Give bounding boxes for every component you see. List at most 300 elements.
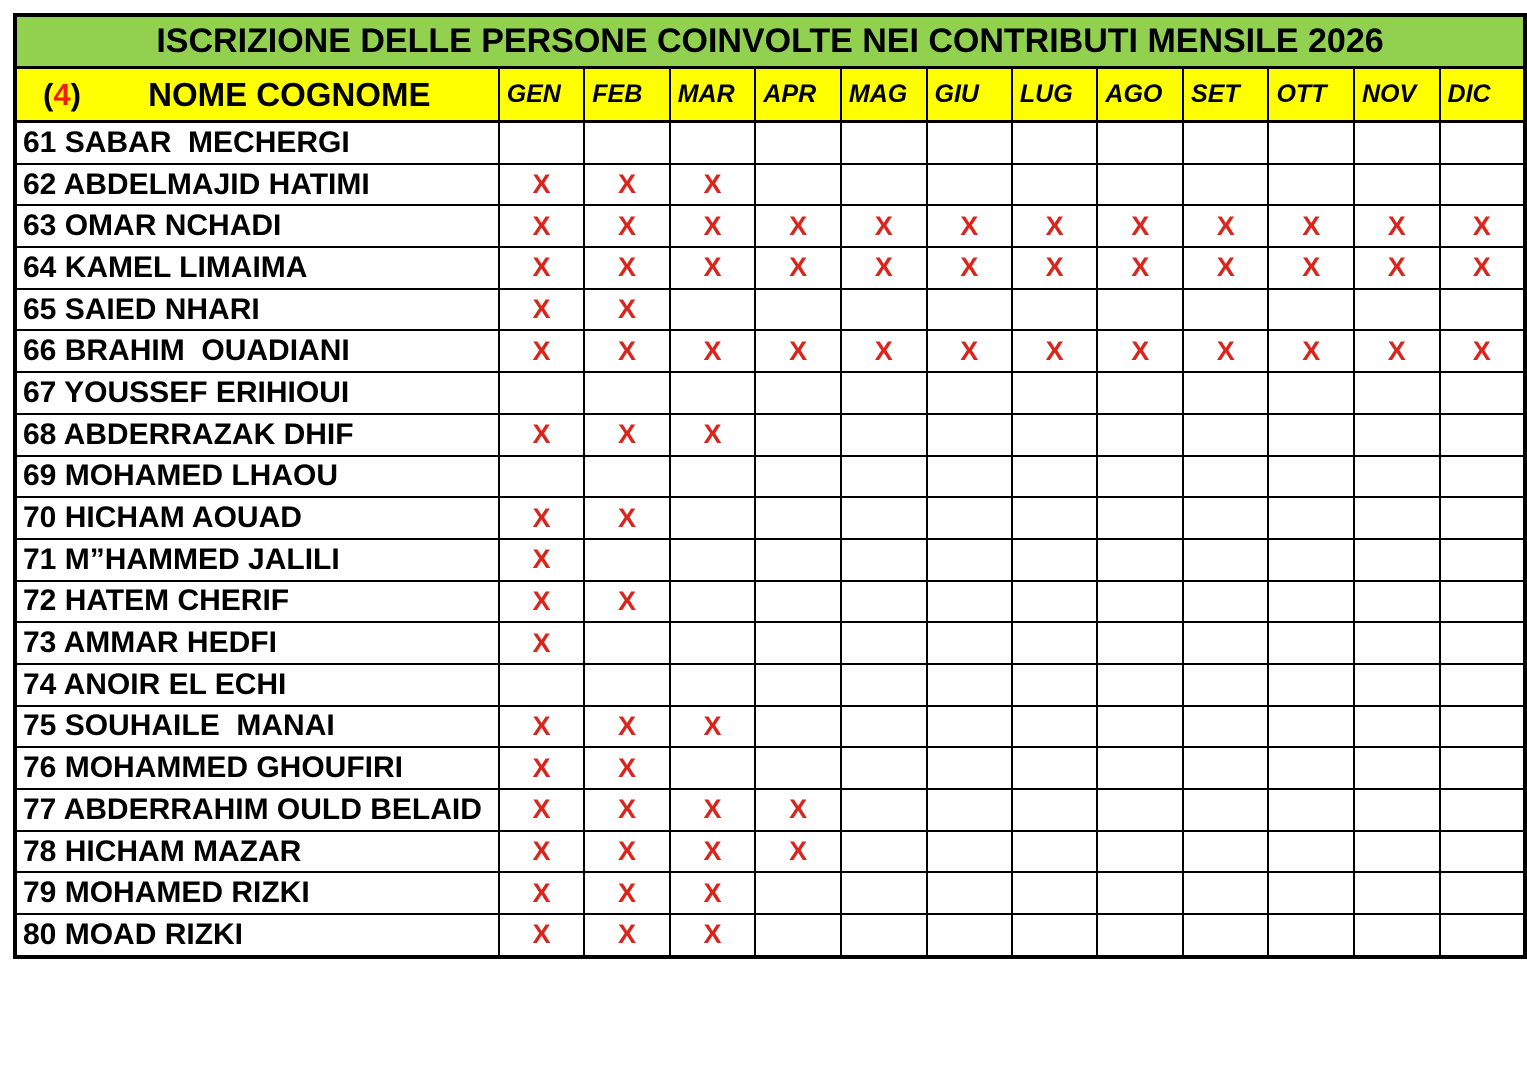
table-row [15, 372, 1525, 414]
month-mark-cell-mar [670, 539, 756, 581]
month-mark-cell-ago: X [1097, 247, 1183, 289]
month-mark-cell-mar: X [670, 872, 756, 914]
table-row [15, 747, 1525, 789]
table-row [15, 247, 1525, 289]
month-mark-cell-feb: X [584, 747, 669, 789]
table-row [15, 205, 1525, 247]
month-mark-cell-ago [1097, 622, 1183, 664]
month-mark-cell-nov [1354, 581, 1440, 623]
month-header-apr: APR [755, 68, 841, 122]
month-mark-cell-lug [1012, 164, 1098, 206]
month-mark-cell-gen [499, 664, 585, 706]
month-mark-cell-giu [927, 581, 1012, 623]
month-header-ott: OTT [1268, 68, 1353, 122]
person-name-cell: 72 HATEM CHERIF [15, 581, 499, 623]
month-mark-cell-mar: X [670, 414, 756, 456]
month-mark-cell-ago [1097, 164, 1183, 206]
month-mark-cell-giu [927, 706, 1012, 748]
month-mark-cell-gen: X [499, 914, 585, 957]
month-mark-cell-feb: X [584, 706, 669, 748]
month-mark-cell-dic [1440, 622, 1525, 664]
month-mark-cell-dic: X [1440, 247, 1525, 289]
month-mark-cell-ott [1268, 789, 1353, 831]
month-mark-cell-lug [1012, 789, 1098, 831]
sheet-index-badge [43, 77, 81, 113]
month-mark-cell-nov [1354, 539, 1440, 581]
month-mark-cell-mar: X [670, 914, 756, 957]
month-mark-cell-giu [927, 164, 1012, 206]
month-mark-cell-set: X [1183, 247, 1268, 289]
table-row [15, 622, 1525, 664]
person-name-cell: 71 M”HAMMED JALILI [15, 539, 499, 581]
person-name-cell: 70 HICHAM AOUAD [15, 497, 499, 539]
month-mark-cell-ott [1268, 372, 1353, 414]
month-mark-cell-ott [1268, 414, 1353, 456]
month-mark-cell-apr [755, 414, 841, 456]
month-mark-cell-lug [1012, 372, 1098, 414]
month-mark-cell-giu [927, 622, 1012, 664]
month-mark-cell-apr [755, 747, 841, 789]
month-mark-cell-apr [755, 456, 841, 498]
month-mark-cell-giu: X [927, 330, 1012, 372]
contributions-table [13, 13, 1527, 959]
month-mark-cell-feb: X [584, 164, 669, 206]
month-mark-cell-mag [841, 872, 927, 914]
month-mark-cell-ott: X [1268, 205, 1353, 247]
month-mark-cell-apr: X [755, 831, 841, 873]
month-mark-cell-dic [1440, 414, 1525, 456]
table-row [15, 831, 1525, 873]
month-mark-cell-dic [1440, 664, 1525, 706]
month-mark-cell-mag [841, 664, 927, 706]
month-header-gen: GEN [499, 68, 585, 122]
month-mark-cell-nov [1354, 622, 1440, 664]
month-mark-cell-set: X [1183, 205, 1268, 247]
month-mark-cell-mar [670, 122, 756, 164]
month-mark-cell-ott [1268, 872, 1353, 914]
month-mark-cell-dic [1440, 747, 1525, 789]
month-mark-cell-dic [1440, 914, 1525, 957]
month-mark-cell-dic [1440, 831, 1525, 873]
month-mark-cell-gen: X [499, 581, 585, 623]
month-mark-cell-ago [1097, 747, 1183, 789]
month-mark-cell-mar [670, 664, 756, 706]
month-mark-cell-mag [841, 831, 927, 873]
month-header-giu: GIU [927, 68, 1012, 122]
month-mark-cell-nov [1354, 789, 1440, 831]
month-mark-cell-mar: X [670, 205, 756, 247]
name-column-label: NOME COGNOME [148, 75, 431, 113]
month-mark-cell-gen: X [499, 747, 585, 789]
month-mark-cell-set [1183, 289, 1268, 331]
month-mark-cell-mar [670, 747, 756, 789]
month-mark-cell-dic [1440, 497, 1525, 539]
month-mark-cell-mar [670, 456, 756, 498]
table-row [15, 414, 1525, 456]
month-mark-cell-lug [1012, 872, 1098, 914]
month-mark-cell-mag [841, 706, 927, 748]
month-mark-cell-ott [1268, 831, 1353, 873]
month-mark-cell-gen: X [499, 622, 585, 664]
month-mark-cell-feb: X [584, 414, 669, 456]
person-name-cell: 61 SABAR MECHERGI [15, 122, 499, 164]
table-row [15, 164, 1525, 206]
person-name-cell: 62 ABDELMAJID HATIMI [15, 164, 499, 206]
month-mark-cell-lug [1012, 706, 1098, 748]
month-header-mag: MAG [841, 68, 927, 122]
month-header-feb: FEB [584, 68, 669, 122]
month-mark-cell-nov [1354, 747, 1440, 789]
month-mark-cell-set [1183, 581, 1268, 623]
month-mark-cell-mag: X [841, 247, 927, 289]
month-mark-cell-nov: X [1354, 247, 1440, 289]
month-mark-cell-gen: X [499, 706, 585, 748]
month-mark-cell-dic [1440, 122, 1525, 164]
month-mark-cell-mag [841, 122, 927, 164]
month-mark-cell-ago [1097, 872, 1183, 914]
table-row [15, 872, 1525, 914]
table-row [15, 330, 1525, 372]
page-title: ISCRIZIONE DELLE PERSONE COINVOLTE NEI CONTRIBUTI MENSILE 2026 [15, 15, 1525, 68]
month-mark-cell-mag: X [841, 205, 927, 247]
month-mark-cell-feb: X [584, 289, 669, 331]
month-mark-cell-ago [1097, 122, 1183, 164]
month-mark-cell-ago: X [1097, 330, 1183, 372]
month-mark-cell-dic: X [1440, 205, 1525, 247]
month-mark-cell-lug: X [1012, 330, 1098, 372]
month-mark-cell-nov [1354, 497, 1440, 539]
month-mark-cell-dic: X [1440, 330, 1525, 372]
month-mark-cell-mar: X [670, 330, 756, 372]
month-mark-cell-mar [670, 289, 756, 331]
month-mark-cell-mar [670, 372, 756, 414]
month-mark-cell-mag: X [841, 330, 927, 372]
person-name-cell: 77 ABDERRAHIM OULD BELAID [15, 789, 499, 831]
month-mark-cell-apr [755, 539, 841, 581]
month-mark-cell-ott [1268, 664, 1353, 706]
month-mark-cell-mag [841, 581, 927, 623]
month-mark-cell-set: X [1183, 330, 1268, 372]
month-mark-cell-dic [1440, 581, 1525, 623]
month-mark-cell-gen: X [499, 330, 585, 372]
month-mark-cell-gen: X [499, 247, 585, 289]
month-mark-cell-gen [499, 456, 585, 498]
month-mark-cell-nov [1354, 664, 1440, 706]
month-mark-cell-nov [1354, 414, 1440, 456]
month-mark-cell-ott [1268, 747, 1353, 789]
person-name-cell: 64 KAMEL LIMAIMA [15, 247, 499, 289]
month-mark-cell-set [1183, 539, 1268, 581]
month-mark-cell-dic [1440, 872, 1525, 914]
table-row [15, 122, 1525, 164]
month-mark-cell-gen: X [499, 789, 585, 831]
month-mark-cell-mag [841, 622, 927, 664]
month-mark-cell-ott [1268, 706, 1353, 748]
month-header-dic: DIC [1440, 68, 1525, 122]
month-mark-cell-nov [1354, 831, 1440, 873]
month-mark-cell-ago [1097, 289, 1183, 331]
month-mark-cell-giu: X [927, 205, 1012, 247]
month-mark-cell-apr: X [755, 205, 841, 247]
month-mark-cell-ago [1097, 789, 1183, 831]
month-mark-cell-ago [1097, 914, 1183, 957]
month-header-ago: AGO [1097, 68, 1183, 122]
month-mark-cell-apr: X [755, 247, 841, 289]
month-mark-cell-lug [1012, 456, 1098, 498]
table-row [15, 664, 1525, 706]
month-mark-cell-set [1183, 872, 1268, 914]
month-mark-cell-mag [841, 372, 927, 414]
month-mark-cell-gen: X [499, 414, 585, 456]
contributions-sheet [13, 13, 1527, 959]
month-mark-cell-feb: X [584, 330, 669, 372]
index-paren-close: ) [70, 76, 81, 112]
person-name-cell: 76 MOHAMMED GHOUFIRI [15, 747, 499, 789]
month-mark-cell-ott [1268, 456, 1353, 498]
month-mark-cell-ott: X [1268, 247, 1353, 289]
month-mark-cell-lug [1012, 914, 1098, 957]
month-header-mar: MAR [670, 68, 756, 122]
month-mark-cell-lug [1012, 622, 1098, 664]
month-mark-cell-apr [755, 164, 841, 206]
month-mark-cell-gen: X [499, 539, 585, 581]
month-mark-cell-apr [755, 289, 841, 331]
month-mark-cell-mar: X [670, 706, 756, 748]
table-row [15, 497, 1525, 539]
month-mark-cell-ago [1097, 706, 1183, 748]
month-mark-cell-giu [927, 289, 1012, 331]
month-mark-cell-lug [1012, 497, 1098, 539]
month-mark-cell-lug [1012, 539, 1098, 581]
month-mark-cell-lug [1012, 581, 1098, 623]
month-mark-cell-feb: X [584, 831, 669, 873]
month-mark-cell-ott [1268, 622, 1353, 664]
month-mark-cell-gen: X [499, 831, 585, 873]
month-mark-cell-set [1183, 747, 1268, 789]
person-name-cell: 78 HICHAM MAZAR [15, 831, 499, 873]
month-mark-cell-mar [670, 622, 756, 664]
month-header-set: SET [1183, 68, 1268, 122]
month-mark-cell-giu [927, 497, 1012, 539]
column-header-row [15, 68, 1525, 122]
month-mark-cell-apr [755, 497, 841, 539]
month-mark-cell-mar: X [670, 789, 756, 831]
person-name-cell: 67 YOUSSEF ERIHIOUI [15, 372, 499, 414]
month-mark-cell-lug [1012, 122, 1098, 164]
table-body [15, 122, 1525, 957]
table-row [15, 289, 1525, 331]
month-mark-cell-mar [670, 497, 756, 539]
month-mark-cell-ago: X [1097, 205, 1183, 247]
month-mark-cell-ott [1268, 497, 1353, 539]
month-mark-cell-ott [1268, 914, 1353, 957]
month-header-lug: LUG [1012, 68, 1098, 122]
month-mark-cell-feb [584, 622, 669, 664]
month-mark-cell-gen: X [499, 497, 585, 539]
month-mark-cell-feb [584, 122, 669, 164]
month-mark-cell-giu [927, 914, 1012, 957]
month-mark-cell-giu [927, 831, 1012, 873]
person-name-cell: 63 OMAR NCHADI [15, 205, 499, 247]
month-mark-cell-mag [841, 414, 927, 456]
month-mark-cell-giu [927, 872, 1012, 914]
month-mark-cell-gen [499, 372, 585, 414]
month-mark-cell-set [1183, 664, 1268, 706]
index-paren-open: ( [43, 76, 54, 112]
month-mark-cell-gen: X [499, 872, 585, 914]
name-column-header [15, 68, 499, 122]
month-mark-cell-giu [927, 747, 1012, 789]
month-mark-cell-set [1183, 372, 1268, 414]
month-mark-cell-ott: X [1268, 330, 1353, 372]
month-mark-cell-ott [1268, 539, 1353, 581]
month-mark-cell-giu [927, 789, 1012, 831]
month-mark-cell-lug: X [1012, 205, 1098, 247]
person-name-cell: 79 MOHAMED RIZKI [15, 872, 499, 914]
month-mark-cell-nov [1354, 872, 1440, 914]
month-mark-cell-apr [755, 372, 841, 414]
month-mark-cell-mag [841, 539, 927, 581]
month-mark-cell-set [1183, 622, 1268, 664]
month-mark-cell-set [1183, 706, 1268, 748]
month-mark-cell-dic [1440, 372, 1525, 414]
person-name-cell: 68 ABDERRAZAK DHIF [15, 414, 499, 456]
month-mark-cell-feb [584, 539, 669, 581]
month-mark-cell-giu: X [927, 247, 1012, 289]
month-mark-cell-gen: X [499, 205, 585, 247]
month-mark-cell-nov: X [1354, 205, 1440, 247]
month-mark-cell-set [1183, 164, 1268, 206]
person-name-cell: 65 SAIED NHARI [15, 289, 499, 331]
month-mark-cell-apr [755, 622, 841, 664]
month-mark-cell-feb [584, 372, 669, 414]
month-mark-cell-mag [841, 747, 927, 789]
month-mark-cell-apr [755, 122, 841, 164]
person-name-cell: 75 SOUHAILE MANAI [15, 706, 499, 748]
title-row [15, 15, 1525, 68]
month-mark-cell-mar: X [670, 831, 756, 873]
month-mark-cell-feb [584, 664, 669, 706]
month-mark-cell-set [1183, 414, 1268, 456]
month-mark-cell-apr: X [755, 330, 841, 372]
month-mark-cell-ago [1097, 456, 1183, 498]
month-mark-cell-mag [841, 289, 927, 331]
month-mark-cell-nov [1354, 914, 1440, 957]
table-row [15, 914, 1525, 957]
month-mark-cell-ago [1097, 497, 1183, 539]
month-mark-cell-ott [1268, 164, 1353, 206]
table-row [15, 581, 1525, 623]
month-mark-cell-ott [1268, 122, 1353, 164]
month-mark-cell-mag [841, 789, 927, 831]
month-mark-cell-ago [1097, 664, 1183, 706]
month-mark-cell-mag [841, 164, 927, 206]
month-header-nov: NOV [1354, 68, 1440, 122]
table-row [15, 456, 1525, 498]
month-mark-cell-ott [1268, 289, 1353, 331]
month-mark-cell-dic [1440, 289, 1525, 331]
month-mark-cell-lug: X [1012, 247, 1098, 289]
person-name-cell: 80 MOAD RIZKI [15, 914, 499, 957]
month-mark-cell-apr [755, 872, 841, 914]
month-mark-cell-ago [1097, 414, 1183, 456]
month-mark-cell-ago [1097, 581, 1183, 623]
month-mark-cell-giu [927, 539, 1012, 581]
month-mark-cell-apr [755, 664, 841, 706]
month-mark-cell-mar: X [670, 164, 756, 206]
person-name-cell: 74 ANOIR EL ECHI [15, 664, 499, 706]
month-mark-cell-dic [1440, 706, 1525, 748]
month-mark-cell-giu [927, 414, 1012, 456]
month-mark-cell-ago [1097, 831, 1183, 873]
month-mark-cell-lug [1012, 414, 1098, 456]
month-mark-cell-apr [755, 914, 841, 957]
table-row [15, 789, 1525, 831]
month-mark-cell-apr [755, 581, 841, 623]
table-row [15, 539, 1525, 581]
month-mark-cell-feb: X [584, 914, 669, 957]
month-mark-cell-gen: X [499, 164, 585, 206]
month-mark-cell-mag [841, 456, 927, 498]
month-mark-cell-feb: X [584, 205, 669, 247]
month-mark-cell-mag [841, 497, 927, 539]
month-mark-cell-giu [927, 372, 1012, 414]
month-mark-cell-lug [1012, 747, 1098, 789]
person-name-cell: 66 BRAHIM OUADIANI [15, 330, 499, 372]
month-mark-cell-nov [1354, 706, 1440, 748]
month-mark-cell-gen [499, 122, 585, 164]
month-mark-cell-lug [1012, 289, 1098, 331]
index-number: 4 [53, 76, 71, 112]
month-mark-cell-nov: X [1354, 330, 1440, 372]
month-mark-cell-feb: X [584, 872, 669, 914]
month-mark-cell-set [1183, 914, 1268, 957]
month-mark-cell-feb [584, 456, 669, 498]
person-name-cell: 69 MOHAMED LHAOU [15, 456, 499, 498]
month-mark-cell-lug [1012, 831, 1098, 873]
month-mark-cell-dic [1440, 456, 1525, 498]
month-mark-cell-feb: X [584, 581, 669, 623]
month-mark-cell-nov [1354, 456, 1440, 498]
month-mark-cell-set [1183, 456, 1268, 498]
month-mark-cell-mar [670, 581, 756, 623]
month-mark-cell-set [1183, 122, 1268, 164]
month-mark-cell-gen: X [499, 289, 585, 331]
month-mark-cell-dic [1440, 789, 1525, 831]
month-mark-cell-ago [1097, 372, 1183, 414]
month-mark-cell-ott [1268, 581, 1353, 623]
month-mark-cell-dic [1440, 539, 1525, 581]
table-row [15, 706, 1525, 748]
month-mark-cell-nov [1354, 122, 1440, 164]
month-mark-cell-feb: X [584, 247, 669, 289]
month-mark-cell-giu [927, 456, 1012, 498]
month-mark-cell-mag [841, 914, 927, 957]
person-name-cell: 73 AMMAR HEDFI [15, 622, 499, 664]
month-mark-cell-set [1183, 831, 1268, 873]
month-mark-cell-lug [1012, 664, 1098, 706]
month-mark-cell-dic [1440, 164, 1525, 206]
month-mark-cell-nov [1354, 289, 1440, 331]
month-mark-cell-set [1183, 497, 1268, 539]
month-mark-cell-apr: X [755, 789, 841, 831]
month-mark-cell-giu [927, 122, 1012, 164]
month-mark-cell-feb: X [584, 789, 669, 831]
month-mark-cell-feb: X [584, 497, 669, 539]
month-mark-cell-ago [1097, 539, 1183, 581]
month-mark-cell-nov [1354, 372, 1440, 414]
month-mark-cell-set [1183, 789, 1268, 831]
